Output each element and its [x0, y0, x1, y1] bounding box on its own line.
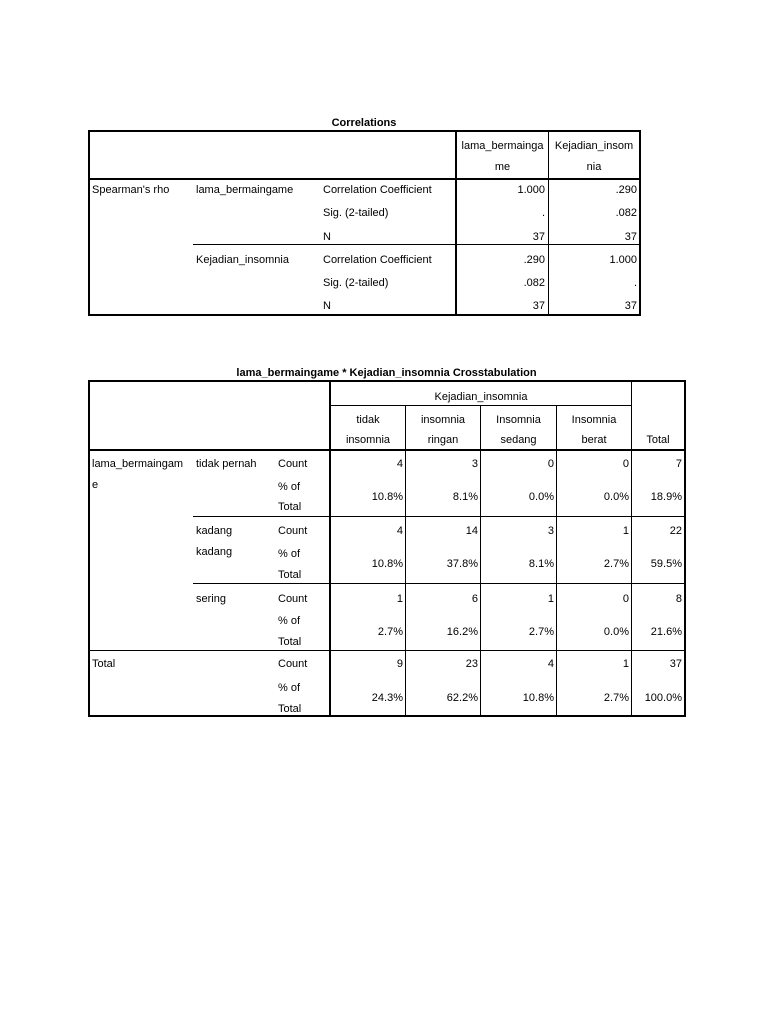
ct-pct-cell: 10.8% — [371, 558, 403, 570]
ct-pct-cell: 21.6% — [650, 626, 682, 638]
corr-header-divider — [88, 178, 641, 180]
ct-count-cell: 37 — [669, 658, 682, 670]
ct-pct-cell: 59.5% — [650, 558, 682, 570]
ct-border-right — [684, 380, 686, 717]
ct-count-cell: 3 — [547, 525, 554, 537]
corr-value: 37 — [624, 300, 637, 312]
corr-value: .290 — [615, 184, 637, 196]
ct-count-cell: 0 — [622, 458, 629, 470]
corr-var-label-1: lama_bermaingame — [196, 184, 294, 196]
ct-count-cell: 1 — [547, 593, 554, 605]
ct-pct-cell: 37.8% — [446, 558, 478, 570]
corr-group-divider — [193, 244, 640, 245]
corr-value: .082 — [615, 207, 637, 219]
corr-col-header-1-l2: me — [494, 161, 511, 173]
ct-count-cell: 14 — [465, 525, 478, 537]
ct-pct-label-l1: % of — [278, 615, 301, 627]
ct-row-var-l2: e — [92, 479, 99, 491]
ct-row-divider — [193, 583, 686, 584]
ct-col-header-l1: Insomnia — [496, 414, 541, 426]
corr-stat-label: Correlation Coefficient — [323, 184, 432, 196]
ct-count-label: Count — [278, 593, 308, 605]
ct-col-header-l1: Insomnia — [571, 414, 617, 426]
ct-pct-cell: 24.3% — [371, 692, 403, 704]
ct-border-left — [88, 380, 90, 717]
ct-pct-cell: 8.1% — [528, 558, 554, 570]
ct-border-bottom — [88, 715, 686, 717]
crosstab-title: lama_bermaingame * Kejadian_insomnia Crosstabulation — [236, 367, 537, 379]
corr-border-top — [88, 130, 641, 132]
corr-value: 37 — [532, 231, 545, 243]
ct-col-header-l2: berat — [581, 434, 607, 446]
corr-value: . — [541, 207, 545, 219]
ct-col-header-total: Total — [646, 434, 670, 446]
corr-value: 37 — [624, 231, 637, 243]
ct-count-cell: 9 — [396, 658, 403, 670]
ct-pct-cell: 0.0% — [603, 626, 629, 638]
ct-header-divider — [88, 449, 686, 451]
ct-col-header-l2: sedang — [500, 434, 537, 446]
ct-pct-cell: 2.7% — [528, 626, 554, 638]
corr-value: .082 — [523, 277, 545, 289]
ct-count-label: Count — [278, 458, 308, 470]
ct-col-header-l2: ringan — [427, 434, 459, 446]
ct-count-cell: 4 — [547, 658, 554, 670]
ct-count-cell: 4 — [396, 458, 403, 470]
ct-pct-label-l1: % of — [278, 548, 301, 560]
ct-pct-cell: 10.8% — [371, 491, 403, 503]
ct-group-label: tidak pernah — [196, 458, 257, 470]
ct-total-label: Total — [92, 658, 116, 670]
corr-value: 1.000 — [609, 254, 637, 266]
ct-row-divider — [88, 650, 686, 651]
ct-count-cell: 4 — [396, 525, 403, 537]
ct-pct-label-l2: Total — [278, 636, 302, 648]
corr-stat-label: N — [323, 300, 331, 312]
corr-col-header-1-l1: lama_bermainga — [461, 140, 544, 152]
ct-group-label: sering — [196, 593, 226, 605]
ct-count-cell: 1 — [622, 525, 629, 537]
ct-count-cell: 3 — [471, 458, 478, 470]
ct-col-header-l1: tidak — [356, 414, 380, 426]
ct-pct-label-l1: % of — [278, 481, 301, 493]
ct-count-cell: 23 — [465, 658, 478, 670]
ct-col-header-l2: insomnia — [345, 434, 391, 446]
corr-value: . — [633, 277, 637, 289]
ct-pct-cell: 18.9% — [650, 491, 682, 503]
ct-pct-cell: 16.2% — [446, 626, 478, 638]
ct-count-cell: 0 — [547, 458, 554, 470]
ct-count-cell: 7 — [675, 458, 682, 470]
ct-pct-cell: 100.0% — [644, 692, 682, 704]
ct-count-label: Count — [278, 525, 308, 537]
corr-stat-label: Sig. (2-tailed) — [323, 277, 389, 289]
correlations-title: Correlations — [331, 117, 397, 129]
corr-method-label: Spearman's rho — [92, 184, 170, 196]
corr-stat-label: Sig. (2-tailed) — [323, 207, 389, 219]
ct-count-label: Count — [278, 658, 308, 670]
ct-count-cell: 8 — [675, 593, 682, 605]
corr-value: 1.000 — [517, 184, 545, 196]
ct-pct-cell: 2.7% — [603, 692, 629, 704]
corr-border-right — [639, 130, 641, 316]
ct-group-label-l2: kadang — [196, 546, 233, 558]
corr-value: 37 — [532, 300, 545, 312]
ct-count-cell: 1 — [396, 593, 403, 605]
corr-stat-label: Correlation Coefficient — [323, 254, 432, 266]
ct-pct-label-l2: Total — [278, 569, 302, 581]
ct-col-header-l1: insomnia — [420, 414, 466, 426]
ct-row-divider — [193, 516, 686, 517]
ct-count-cell: 6 — [471, 593, 478, 605]
ct-count-cell: 22 — [669, 525, 682, 537]
ct-pct-label-l2: Total — [278, 501, 302, 513]
ct-row-var-l1: lama_bermaingam — [92, 458, 184, 470]
ct-pct-cell: 8.1% — [452, 491, 478, 503]
ct-group-label-l1: kadang — [196, 525, 233, 537]
ct-spanner-label: Kejadian_insomnia — [434, 391, 528, 403]
corr-var-label-2: Kejadian_insomnia — [196, 254, 289, 266]
ct-pct-cell: 10.8% — [522, 692, 554, 704]
ct-pct-cell: 2.7% — [377, 626, 403, 638]
ct-pct-cell: 0.0% — [603, 491, 629, 503]
corr-value: .290 — [523, 254, 545, 266]
ct-border-top — [88, 380, 686, 382]
corr-border-bottom — [88, 314, 641, 316]
ct-pct-cell: 62.2% — [446, 692, 478, 704]
ct-spanner-divider — [331, 405, 632, 406]
corr-col-header-2-l1: Kejadian_insom — [554, 140, 634, 152]
corr-stat-label: N — [323, 231, 331, 243]
ct-pct-label-l1: % of — [278, 682, 301, 694]
corr-col-header-2-l2: nia — [586, 161, 602, 173]
ct-count-cell: 0 — [622, 593, 629, 605]
ct-pct-cell: 2.7% — [603, 558, 629, 570]
ct-pct-label-l2: Total — [278, 703, 302, 715]
ct-pct-cell: 0.0% — [528, 491, 554, 503]
ct-count-cell: 1 — [622, 658, 629, 670]
corr-border-left — [88, 130, 90, 316]
